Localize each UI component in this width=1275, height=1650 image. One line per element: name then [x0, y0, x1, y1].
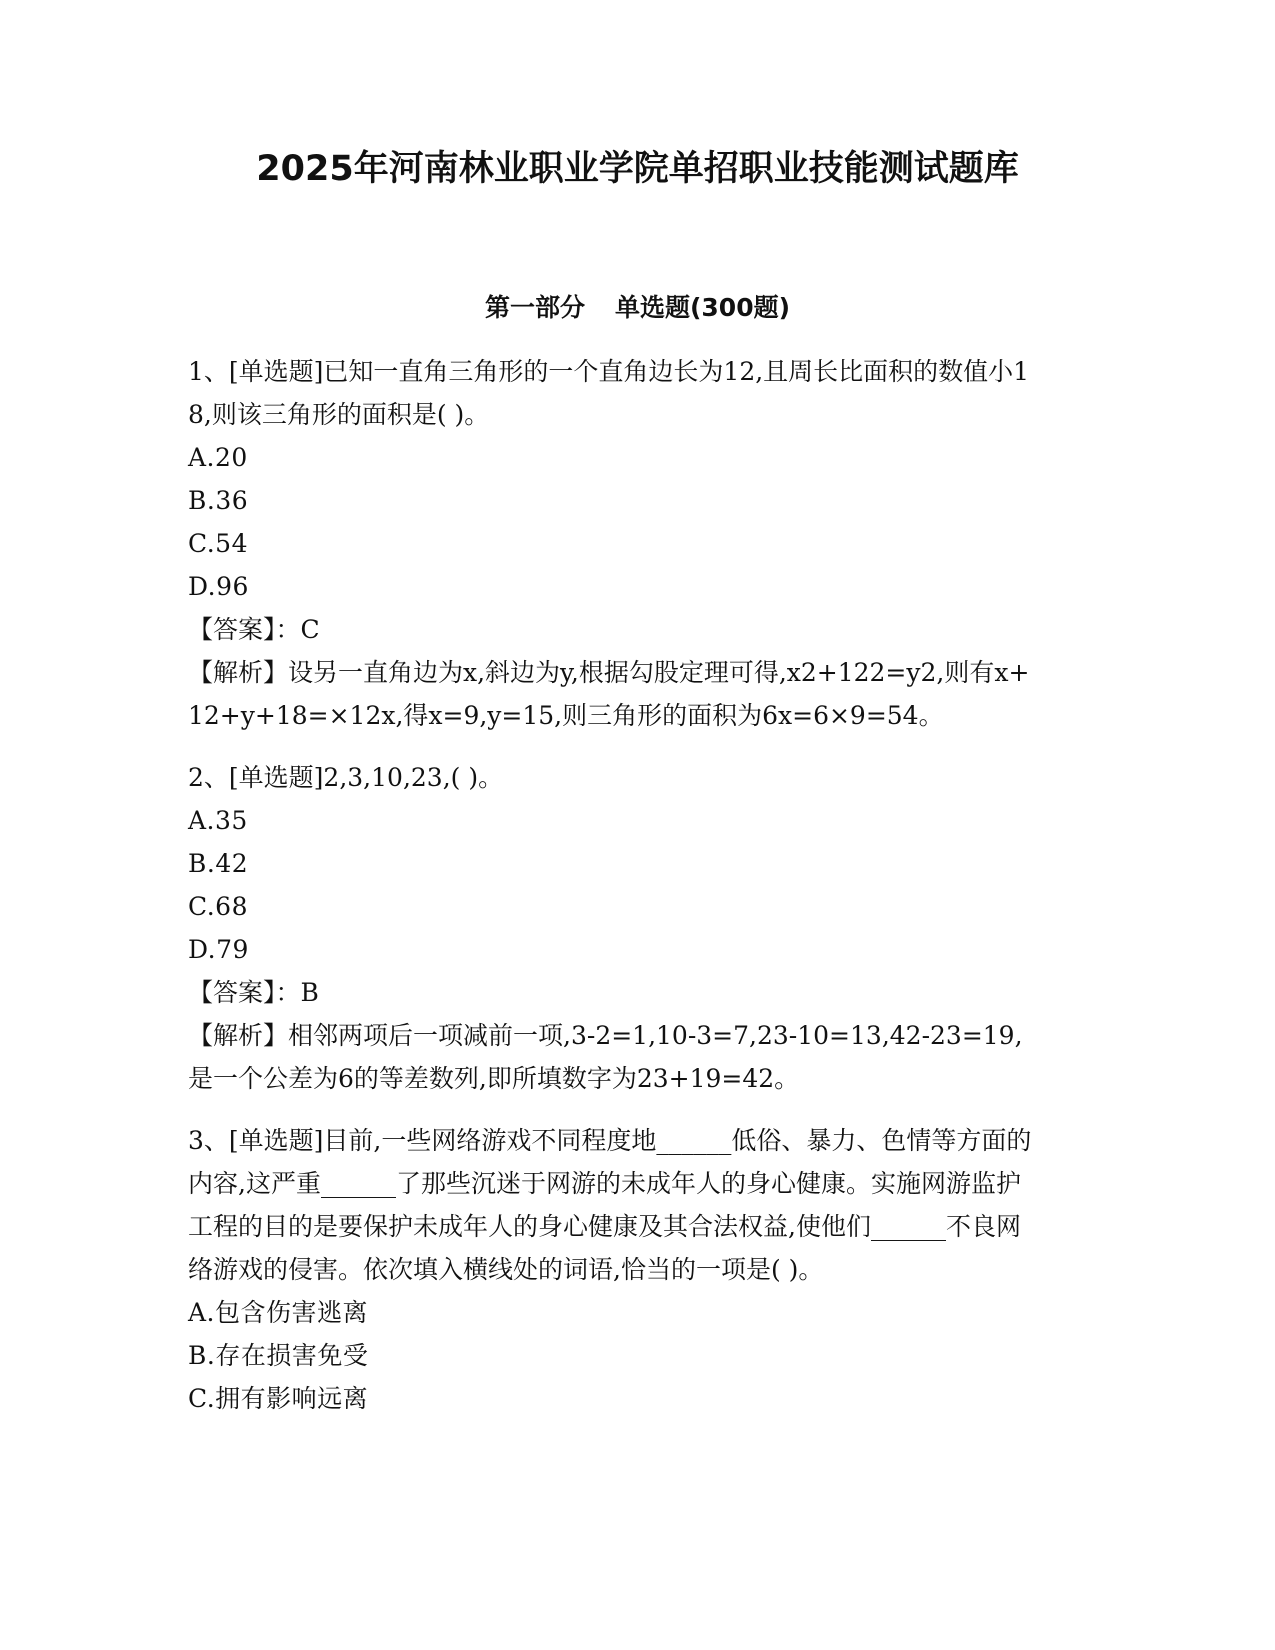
question-text: 已知一直角三角形的一个直角边长为12,且周长比面积的数值小18,则该三角形的面积是( )。: [188, 357, 1030, 429]
document-title: 2025年河南林业职业学院单招职业技能测试题库: [256, 149, 1019, 189]
analysis-line: [188, 651, 1038, 737]
question-type-tag: [单选题]: [228, 357, 324, 386]
question-list: [188, 350, 1038, 1439]
option-d: D.79: [188, 935, 249, 964]
answer-label: 【答案】: [188, 615, 276, 644]
question-item: [188, 1119, 1038, 1420]
option-a: A.35: [188, 806, 248, 835]
question-text: 目前,一些网络游戏不同程度地______低俗、暴力、色情等方面的内容,这严重______了那些沉迷于网游的未成年人的身心健康。实施网游监护工程的目的是要保护未成年人的身心健康及其合法权益,使他们______不良网络游戏的侵害。依次填入横线处的词语,恰当的一项是( )。: [188, 1126, 1032, 1284]
question-type-tag: [单选题]: [228, 763, 324, 792]
question-item: [188, 350, 1038, 737]
answer-value: ：C: [275, 615, 320, 644]
section-name-label: 单选题(300题): [614, 293, 791, 322]
section-part-label: 第一部分: [484, 293, 585, 322]
option-c: C.54: [188, 529, 248, 558]
answer-label: 【答案】: [188, 978, 276, 1007]
analysis-line: [188, 1014, 1038, 1100]
section-heading: [0, 291, 1275, 325]
analysis-text: 相邻两项后一项减前一项,3-2=1,10-3=7,23-10=13,42-23=19,是一个公差为6的等差数列,即所填数字为23+19=42。: [188, 1021, 1023, 1093]
analysis-label: 【解析】: [188, 658, 289, 687]
answer-line: [188, 608, 1038, 651]
option-c: C.拥有影响远离: [188, 1384, 369, 1413]
question-item: [188, 756, 1038, 1100]
question-number: 1、: [188, 357, 229, 386]
answer-line: [188, 971, 1038, 1014]
option-b: B.36: [188, 486, 249, 515]
question-stem: [188, 1119, 1038, 1291]
analysis-label: 【解析】: [188, 1021, 289, 1050]
analysis-text: 设另一直角边为x,斜边为y,根据勾股定理可得,x2+122=y2,则有x+12+y+18=×12x,得x=9,y=15,则三角形的面积为6x=6×9=54。: [188, 658, 1030, 730]
option-a: A.包含伤害逃离: [188, 1298, 369, 1327]
question-number: 2、: [188, 763, 229, 792]
question-text: 2,3,10,23,( )。: [323, 763, 504, 792]
option-c: C.68: [188, 892, 248, 921]
answer-value: ：B: [275, 978, 319, 1007]
question-stem: [188, 350, 1038, 436]
question-number: 3、: [188, 1126, 229, 1155]
option-d: D.96: [188, 572, 249, 601]
option-a: A.20: [188, 443, 248, 472]
question-stem: [188, 756, 1038, 799]
option-b: B.42: [188, 849, 249, 878]
option-b: B.存在损害免受: [188, 1341, 369, 1370]
question-type-tag: [单选题]: [228, 1126, 324, 1155]
